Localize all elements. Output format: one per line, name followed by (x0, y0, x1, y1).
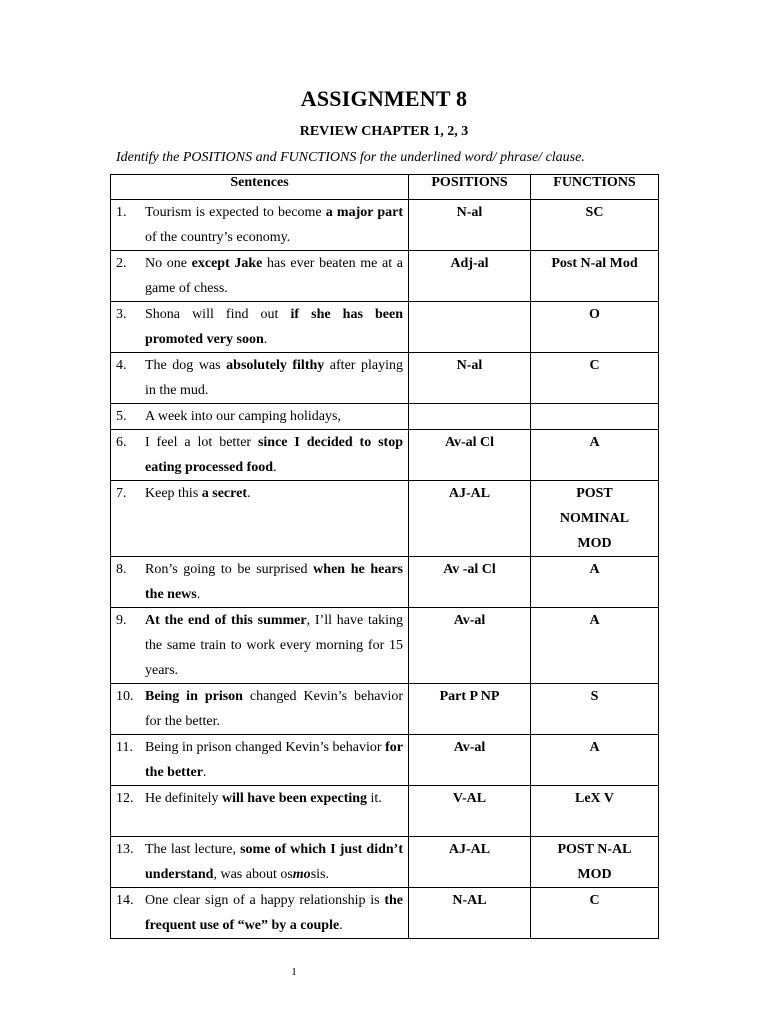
sentence-text: . (263, 332, 268, 347)
sentence-text: . (196, 587, 201, 602)
sentence-cell (111, 837, 409, 888)
function-value: POST N-AL MOD (557, 842, 632, 882)
header-sentences: Sentences (111, 175, 409, 200)
table-row (111, 481, 659, 557)
sentence-number: 3. (116, 307, 127, 322)
function-cell (531, 837, 659, 888)
highlighted-segment: the frequent use of “we” by a couple (145, 893, 403, 933)
sentence-cell (111, 608, 409, 684)
function-value: O (589, 307, 600, 322)
sentence-cell (111, 786, 409, 837)
position-cell: N-AL (409, 888, 531, 939)
position-cell: AJ-AL (409, 481, 531, 557)
table-row (111, 608, 659, 684)
header-positions: POSITIONS (409, 175, 531, 200)
function-cell (531, 684, 659, 735)
highlighted-segment: when he hears the news (145, 562, 403, 602)
position-cell: AJ-AL (409, 837, 531, 888)
sentence-text: I feel a lot better (145, 435, 258, 450)
header-functions: FUNCTIONS (531, 175, 659, 200)
position-cell: Av -al Cl (409, 557, 531, 608)
sentence-text: Being in prison changed Kevin’s behavior (145, 740, 386, 755)
sentence-number: 6. (116, 435, 127, 450)
sentence-number: 10. (116, 689, 134, 704)
function-cell (531, 251, 659, 302)
sentence-number: 8. (116, 562, 127, 577)
table-row (111, 837, 659, 888)
sentence-number: 14. (116, 893, 134, 908)
table-row (111, 353, 659, 404)
document-title: ASSIGNMENT 8 (300, 86, 468, 111)
function-value: A (589, 562, 600, 577)
highlighted-segment: for the better (145, 740, 403, 780)
sentence-number: 5. (116, 409, 127, 424)
table-body (111, 200, 659, 939)
function-value: C (589, 893, 600, 908)
sentence-cell (111, 302, 409, 353)
sentence-text: One clear sign of a happy relationship is (145, 893, 385, 908)
sentence-number: 11. (116, 740, 133, 755)
table-row (111, 557, 659, 608)
function-cell (531, 200, 659, 251)
sentence-cell (111, 200, 409, 251)
sentence-cell (111, 735, 409, 786)
sentence-text: He definitely (145, 791, 222, 806)
highlighted-segment: if she has been promoted very soon (145, 307, 403, 347)
sentence-cell (111, 684, 409, 735)
position-cell: N-al (409, 353, 531, 404)
highlighted-segment: mo (292, 867, 311, 882)
position-cell: N-al (409, 200, 531, 251)
sentence-text: sis. (310, 867, 329, 882)
function-cell (531, 608, 659, 684)
sentence-text: it. (367, 791, 382, 806)
table-row (111, 200, 659, 251)
sentence-text: , I’ll have taking the same train to work every morning for 15 years. (145, 613, 404, 678)
sentence-text: The dog was (145, 358, 227, 373)
sentence-text: of the country’s economy. (145, 230, 291, 245)
table-row (111, 888, 659, 939)
highlighted-segment: since I decided to stop eating processed food (145, 435, 403, 475)
highlighted-segment: Being in prison (145, 689, 243, 704)
sentence-text: Keep this (145, 486, 202, 501)
function-value: A (589, 613, 600, 628)
sentence-cell (111, 557, 409, 608)
sentence-cell (111, 353, 409, 404)
sentence-cell (111, 430, 409, 481)
sentence-text: after playing in the mud. (145, 358, 403, 398)
sentence-number: 2. (116, 256, 127, 271)
sentence-number: 7. (116, 486, 127, 501)
function-cell (531, 353, 659, 404)
sentence-text: No one (145, 256, 192, 271)
position-cell (409, 404, 531, 430)
sentence-text: . (273, 460, 277, 475)
function-cell (531, 481, 659, 557)
sentence-number: 4. (116, 358, 127, 373)
highlighted-segment: will have been expecting (221, 791, 368, 806)
sentence-text: The last lecture, (145, 842, 241, 857)
highlighted-segment: absolutely filthy (226, 358, 325, 373)
sentence-text: A week into our camping holidays, (145, 409, 341, 424)
highlighted-segment: some of which I just didn’t understand (145, 842, 403, 882)
sentence-text: Ron’s going to be surprised (145, 562, 314, 577)
function-value: SC (585, 205, 604, 220)
sentence-number: 13. (116, 842, 134, 857)
sentence-text: . (339, 918, 343, 933)
function-cell (531, 430, 659, 481)
sentence-number: 9. (116, 613, 127, 628)
function-cell (531, 888, 659, 939)
instruction-text: Identify the POSITIONS and FUNCTIONS for the underlined word/ phrase/ clause. (116, 150, 585, 165)
sentence-text: . (246, 486, 251, 501)
function-value: C (589, 358, 600, 373)
sentence-text: has ever beaten me at a game of chess. (145, 256, 404, 296)
position-cell: Av-al (409, 735, 531, 786)
function-cell (531, 404, 659, 430)
position-cell: Part P NP (409, 684, 531, 735)
function-value: A (589, 740, 600, 755)
function-cell (531, 557, 659, 608)
function-cell (531, 302, 659, 353)
function-value: LeX V (574, 791, 615, 806)
sentence-cell (111, 481, 409, 557)
highlighted-segment: a major part (325, 205, 404, 220)
table-header-row (111, 175, 659, 200)
function-cell (531, 786, 659, 837)
highlighted-segment: a secret (201, 486, 247, 501)
position-cell: V-AL (409, 786, 531, 837)
table-row (111, 430, 659, 481)
sentence-number: 12. (116, 791, 134, 806)
table-row (111, 786, 659, 837)
sentence-text: Tourism is expected to become (145, 205, 326, 220)
position-cell: Adj-al (409, 251, 531, 302)
sentence-text: Shona will find out (145, 307, 291, 322)
sentence-text: changed Kevin’s behavior for the better. (145, 689, 403, 729)
sentence-cell (111, 404, 409, 430)
function-value: S (590, 689, 599, 704)
page-number: 1 (291, 966, 297, 978)
sentence-number: 1. (116, 205, 127, 220)
highlighted-segment: except Jake (191, 256, 263, 271)
sentence-cell (111, 251, 409, 302)
function-value: Post N-al Mod (551, 256, 638, 271)
document-subtitle: REVIEW CHAPTER 1, 2, 3 (299, 124, 469, 139)
table-row (111, 251, 659, 302)
table-row (111, 735, 659, 786)
table-row (111, 684, 659, 735)
function-value: A (589, 435, 600, 450)
table-row (111, 404, 659, 430)
position-cell: Av-al Cl (409, 430, 531, 481)
sentence-cell (111, 888, 409, 939)
table-row (111, 302, 659, 353)
function-value: POST NOMINAL MOD (559, 486, 630, 551)
highlighted-segment: At the end of this summer (145, 613, 307, 628)
sentence-text: , was about os (213, 867, 293, 882)
function-cell (531, 735, 659, 786)
position-cell (409, 302, 531, 353)
sentence-text: . (202, 765, 207, 780)
assignment-table (110, 174, 659, 939)
position-cell: Av-al (409, 608, 531, 684)
